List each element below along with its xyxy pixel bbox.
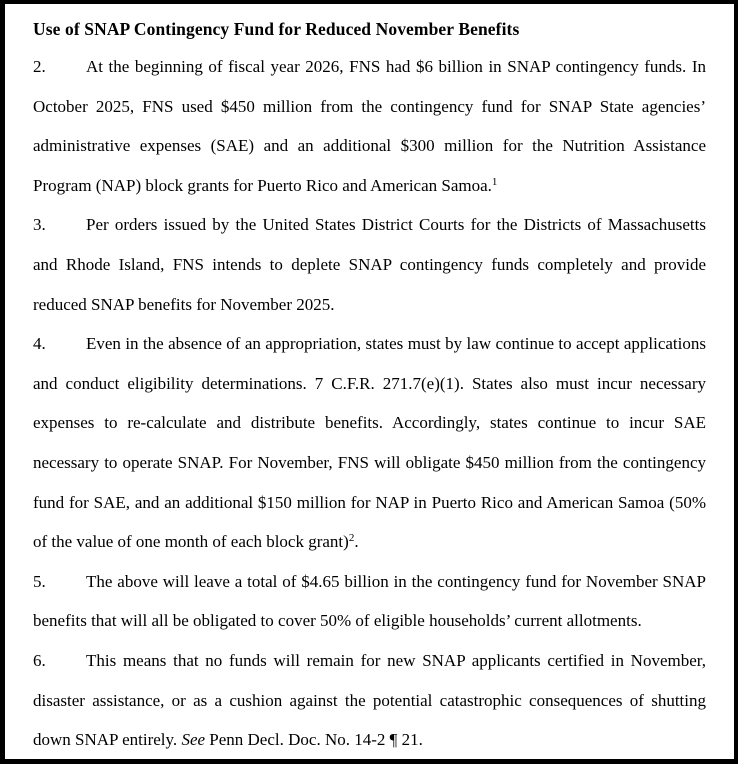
paragraph-text: This means that no funds will remain for new SNAP applicants certified in November, disaster assistance, or as a cushion against the potential catastrophic consequences of shutting down SNAP entirely. (33, 650, 706, 750)
paragraph-number: 3. (33, 215, 46, 235)
paragraph-6 (33, 641, 706, 760)
paragraph-4 (33, 324, 706, 562)
paragraph-text-after-footnote: . (354, 532, 359, 552)
case-citation-see: See (181, 730, 206, 750)
paragraph-text: Per orders issued by the United States District Courts for the Districts of Massachusetts and Rhode Island, FNS intends to deplete SNAP contingency funds completely and provide reduced SNAP benefits for November 2025. (33, 215, 706, 314)
paragraph-5 (33, 562, 706, 641)
paragraph-number: 5. (33, 571, 46, 591)
document-heading: Use of SNAP Contingency Fund for Reduced November Benefits (33, 19, 520, 39)
paragraph-text: The above will leave a total of $4.65 billion in the contingency fund for November SNAP benefits that will all be obligated to cover 50% of eligible households’ current allotments. (33, 571, 706, 631)
paragraph-number: 2. (33, 57, 46, 76)
paragraph-number: 6. (33, 650, 46, 670)
paragraph-2 (33, 47, 706, 205)
paragraph-text: Even in the absence of an appropriation, states must by law continue to accept applications and conduct eligibility determinations. 7 C.F.R. 271.7(e)(1). States also must incur necessary expenses to re-calculate and distribute benefits. Accordingly, states continue to incur SAE necessary to operate SNAP. For November, FNS will obligate $450 million from the contingency fund for SAE, and an additional $150 million for NAP in Puerto Rico and American Samoa (50% of the value of one month of each block grant) (33, 334, 706, 552)
paragraph-number: 4. (33, 334, 46, 354)
paragraph-text: At the beginning of fiscal year 2026, FNS had $6 billion in SNAP contingency funds. In October 2025, FNS used $450 million from the contingency fund for SNAP State agencies’ administrative expenses (SAE) and an additional $300 million for the Nutrition Assistance Program (NAP) block grants for Puerto Rico and American Samoa. (33, 57, 706, 195)
paragraph-text-after-citation: Penn Decl. Doc. No. 14-2 ¶ 21. (205, 730, 423, 750)
footnote-reference-2: 2 (348, 532, 355, 545)
paragraph-3 (33, 205, 706, 324)
footnote-reference-1: 1 (491, 175, 498, 188)
